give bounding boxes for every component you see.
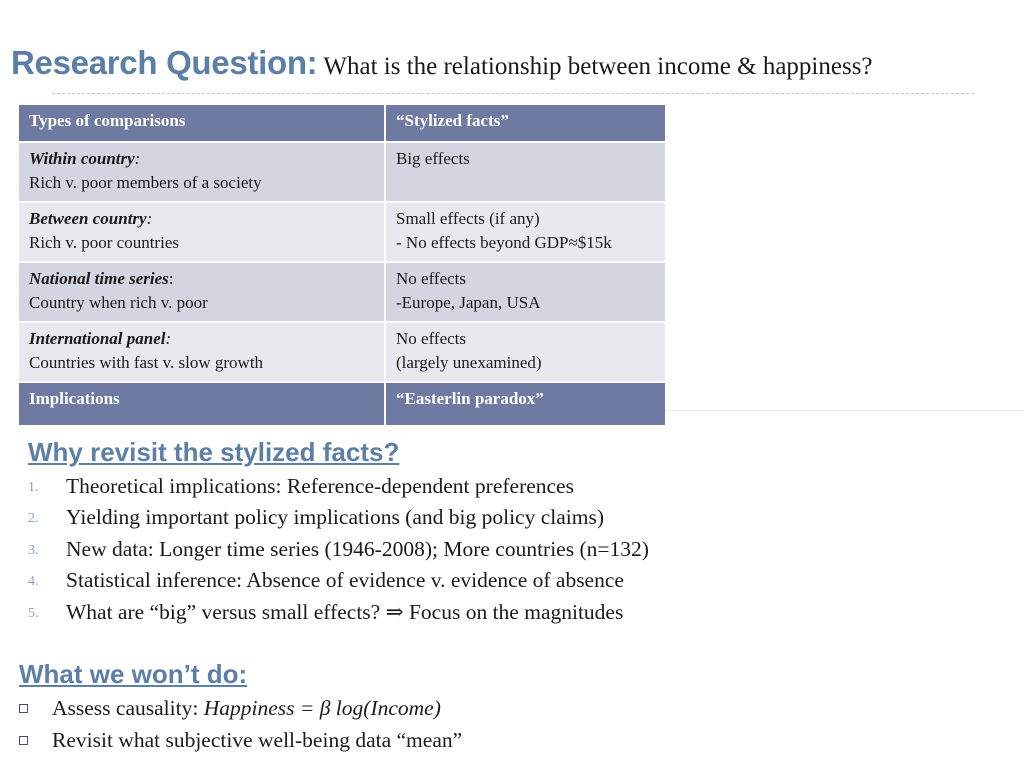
title-main: Research Question: — [11, 44, 318, 81]
table-cell-type: Within country: Rich v. poor members of a society — [18, 142, 385, 202]
table-cell-fact: Small effects (if any) - No effects beyond GDP≈$15k — [385, 202, 666, 262]
bullet-item: Revisit what subjective well-being data “mean” — [19, 728, 462, 753]
slide-title — [11, 44, 873, 82]
table-cell-type: Between country: Rich v. poor countries — [18, 202, 385, 262]
list-item: 5. What are “big” versus small effects? ⇒ Focus on the magnitudes — [28, 600, 624, 624]
table-cell-fact: No effects -Europe, Japan, USA — [385, 262, 666, 322]
table-row — [18, 202, 666, 262]
table-row — [18, 262, 666, 322]
table-footer-row — [18, 382, 666, 426]
checkbox-bullet-icon — [19, 704, 28, 713]
table-footer-cell: “Easterlin paradox” — [385, 382, 666, 426]
table-header-row — [18, 104, 666, 142]
title-divider — [52, 93, 974, 94]
table-row — [18, 322, 666, 382]
table-row — [18, 142, 666, 202]
table-header-cell: Types of comparisons — [18, 104, 385, 142]
comparison-table — [17, 103, 667, 427]
list-item: 2. Yielding important policy implications (and big policy claims) — [28, 505, 605, 529]
table-footer-cell: Implications — [18, 382, 385, 426]
list-item: 3. New data: Longer time series (1946-2008); More countries (n=132) — [28, 537, 649, 561]
table-cell-fact: Big effects — [385, 142, 666, 202]
table-cell-fact: No effects (largely unexamined) — [385, 322, 666, 382]
table-cell-type: National time series: Country when rich v. poor — [18, 262, 385, 322]
wont-heading: What we won’t do: — [19, 659, 248, 689]
list-item: 4. Statistical inference: Absence of evidence v. evidence of absence — [28, 568, 624, 592]
list-item: 1. Theoretical implications: Reference-dependent preferences — [28, 474, 574, 498]
divider-line — [665, 410, 1024, 411]
title-subtitle: What is the relationship between income & happiness? — [323, 53, 873, 80]
why-heading: Why revisit the stylized facts? — [28, 437, 400, 467]
table-header-cell: “Stylized facts” — [385, 104, 666, 142]
bullet-item: Assess causality: Happiness = β log(Income) — [19, 696, 441, 721]
checkbox-bullet-icon — [19, 736, 28, 745]
table-cell-type: International panel: Countries with fast v. slow growth — [18, 322, 385, 382]
